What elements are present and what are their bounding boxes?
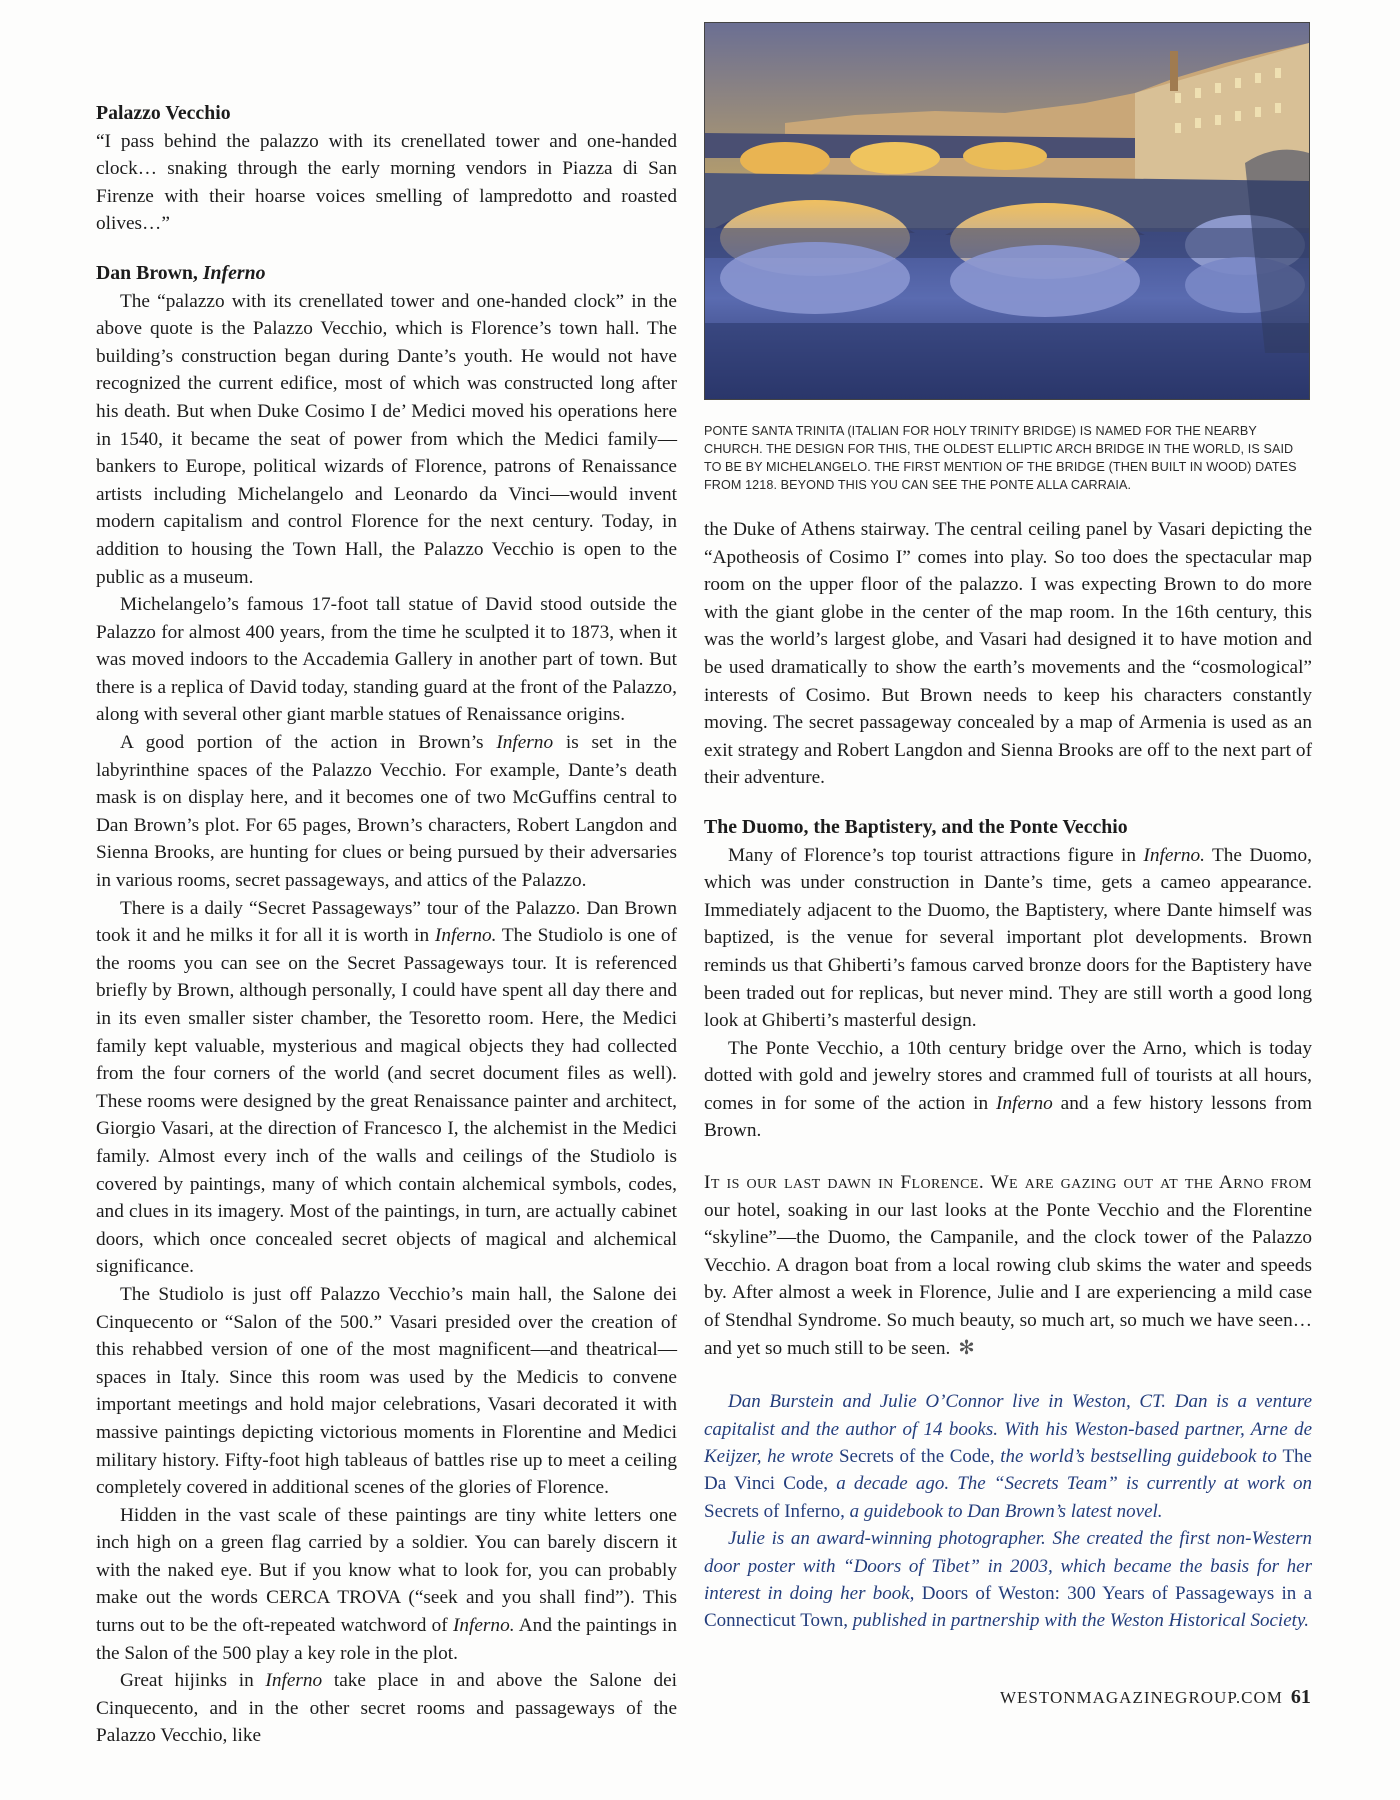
body-paragraph: The Studiolo is just off Palazzo Vecchio’s main hall, the Salone dei Cinquecento or “Salon of the 500.” Vasari presided over the creation of this rehabbed version of one of the most magnificent—and theatrical—spaces in Italy. Since this room was used by the Medicis to convene important meetings and hold major celebrations, Vasari decorated it with massive paintings depicting victorious moments in Florentine and Medici military history. Fifty-foot high tableaus of battles rise up to meet a ceiling completely covered in additional scenes of the glories of Florence. bbox=[96, 1283, 677, 1499]
body-paragraph: Hidden in the vast scale of these paintings are tiny white letters one inch high on a green flag carried by a soldier. You can barely discern it with the naked eye. But if you know what to look for, you can probably make out the words CERCA TROVA (“seek and you shall find”). This turns out to be the oft-repeated watchword of Inferno. And the paintings in the Salon of the 500 play a key role in the plot. bbox=[96, 1504, 678, 1664]
section-heading-palazzo: Palazzo Vecchio bbox=[96, 102, 231, 124]
body-paragraph: Great hijinks in Inferno take place in and above the Salone dei Cinquecento, and in the other secret rooms and passageways of the Palazzo Vecchio, like bbox=[96, 1670, 677, 1747]
page-footer bbox=[1000, 1686, 1311, 1709]
photographer-bio: Julie is an award-winning photographer. She created the first non-Western door poster with “Doors of Tibet” in 2003, which became the basis for her interest in doing her book, Doors of Weston: 300 Years of Passageways in a Connecticut Town, published in partnership with the Weston Historical Society. bbox=[704, 1528, 1313, 1632]
site-url: WESTONMAGAZINEGROUP.COM bbox=[1000, 1688, 1283, 1707]
body-paragraph: There is a daily “Secret Passageways” tour of the Palazzo. Dan Brown took it and he milks it for all it is worth in Inferno. The Studiolo is one of the rooms you can see on the Secret Passageways tour. It is referenced briefly by Brown, although personally, I could have spent all day there and in its even smaller sister chamber, the Tesoretto room. Here, the Medici family kept valuable, mysterious and magical objects they had collected from the four corners of the world (and secret document files as well). These rooms were designed by the great Renaissance painter and architect, Giorgio Vasari, at the direction of Francesco I, the alchemist in the Medici family. Almost every inch of the walls and ceilings of the Studiolo is covered by paintings, many of which contain alchemical symbols, codes, and clues in its imagery. Most of the paintings, in turn, are actually cabinet doors, which once concealed secret objects of magical and alchemical significance. bbox=[96, 897, 677, 1278]
body-paragraph: A good portion of the action in Brown’s Inferno is set in the labyrinthine spaces of the Palazzo Vecchio. For example, Dante’s death mask is on display here, and it becomes one of two McGuffins central to Dan Brown’s plot. For 65 pages, Brown’s characters, Robert Langdon and Sienna Brooks, are hunting for clues or being pursued by their adversaries in various rooms, secret passageways, and attics of the Palazzo. bbox=[96, 732, 677, 892]
left-column bbox=[96, 100, 677, 1750]
section-heading-duomo: The Duomo, the Baptistery, and the Ponte Vecchio bbox=[704, 815, 1128, 838]
end-mark-icon: ✻ bbox=[958, 1337, 975, 1359]
ponte-santa-trinita-photo bbox=[704, 22, 1310, 400]
closing-paragraph: It is our last dawn in Florence. We are gazing out at the Arno from our hotel, soaking in our last looks at the Ponte Vecchio and the Florentine “skyline”—the Duomo, the Campanile, and the clock tower of the Palazzo Vecchio. A dragon boat from a local rowing club skims the water and speeds by. After almost a week in Florence, Julie and I are experiencing a mild case of Stendhal Syndrome. So much beauty, so much art, so much we have seen… and yet so much still to be seen. ✻ bbox=[704, 1172, 1312, 1359]
quote-paragraph: “I pass behind the palazzo with its crenellated tower and one-handed clock… snaking through the early morning vendors in Piazza di San Firenze with their hoarse voices smelling of lampredotto and roasted olives…” bbox=[96, 130, 677, 235]
author-bio: Dan Burstein and Julie O’Connor live in Weston, CT. Dan is a venture capitalist and the author of 14 books. With his Weston-based partner, Arne de Keijzer, he wrote Secrets of the Code, the world’s bestselling guidebook to The Da Vinci Code, a decade ago. The “Secrets Team” is currently at work on Secrets of Inferno, a guidebook to Dan Brown’s latest novel. bbox=[704, 1391, 1312, 1522]
body-paragraph: Many of Florence’s top tourist attractions figure in Inferno. The Duomo, which was under construction in Dante’s time, gets a cameo appearance. Immediately adjacent to the Duomo, the Baptistery, where Dante himself was baptized, is the venue for several important plot developments. Brown reminds us that Ghiberti’s famous carved bronze doors for the Baptistery have been traded out for replicas, but never mind. They are still worth a good long look at Ghiberti’s masterful design. bbox=[704, 844, 1312, 1032]
quote-attribution: Dan Brown, Inferno bbox=[96, 261, 266, 284]
body-paragraph: the Duke of Athens stairway. The central ceiling panel by Vasari depicting the “Apotheosis of Cosimo I” comes into play. So too does the spectacular map room on the upper floor of the palazzo. I was expecting Brown to do more with the giant globe in the center of the map room. In the 16th century, this was the world’s largest globe, and Vasari had designed it to have motion and be used dramatically to show the earth’s movements and the “cosmological” interests of Cosimo. But Brown needs to keep his characters constantly moving. The secret passageway concealed by a map of Armenia is used as an exit strategy and Robert Langdon and Sienna Brooks are off to the next part of their adventure. bbox=[704, 519, 1312, 789]
body-paragraph: Michelangelo’s famous 17-foot tall statue of David stood outside the Palazzo for almost 400 years, from the time he sculpted it to 1873, when it was moved indoors to the Accademia Gallery in another part of town. But there is a replica of David today, standing guard at the front of the Palazzo, along with several other giant marble statues of Renaissance origins. bbox=[96, 594, 677, 726]
photo-caption: PONTE SANTA TRINITA (ITALIAN FOR HOLY TRINITY BRIDGE) IS NAMED FOR THE NEARBY CHURCH. THE DESIGN FOR THIS, THE OLDEST ELLIPTIC ARCH BRIDGE IN THE WORLD, IS SAID TO BE BY MICHELANGELO. THE FIRST MENTION OF THE BRIDGE (THEN BUILT IN WOOD) DATES FROM 1218. BEYOND THIS YOU CAN SEE THE PONTE ALLA CARRAIA. bbox=[704, 424, 1297, 492]
body-paragraph: The “palazzo with its crenellated tower and one-handed clock” in the above quote is the Palazzo Vecchio, which is Florence’s town hall. The building’s construction began during Dante’s youth. He would not have recognized the current edifice, most of which was constructed long after his death. But when Duke Cosimo I de’ Medici moved his operations here in 1540, it became the seat of power from which the Medici family—bankers to Europe, political wizards of Florence, patrons of Renaissance artists including Michelangelo and Leonardo da Vinci—would invent modern capitalism and control Florence for the next century. Today, in addition to housing the Town Hall, the Palazzo Vecchio is open to the public as a museum. bbox=[96, 290, 677, 588]
body-paragraph: The Ponte Vecchio, a 10th century bridge over the Arno, which is today dotted with gold and jewelry stores and crammed full of tourists at all hours, comes in for some of the action in Inferno and a few history lessons from Brown. bbox=[704, 1037, 1312, 1142]
page-number: 61 bbox=[1290, 1686, 1311, 1708]
right-column bbox=[704, 22, 1312, 1635]
